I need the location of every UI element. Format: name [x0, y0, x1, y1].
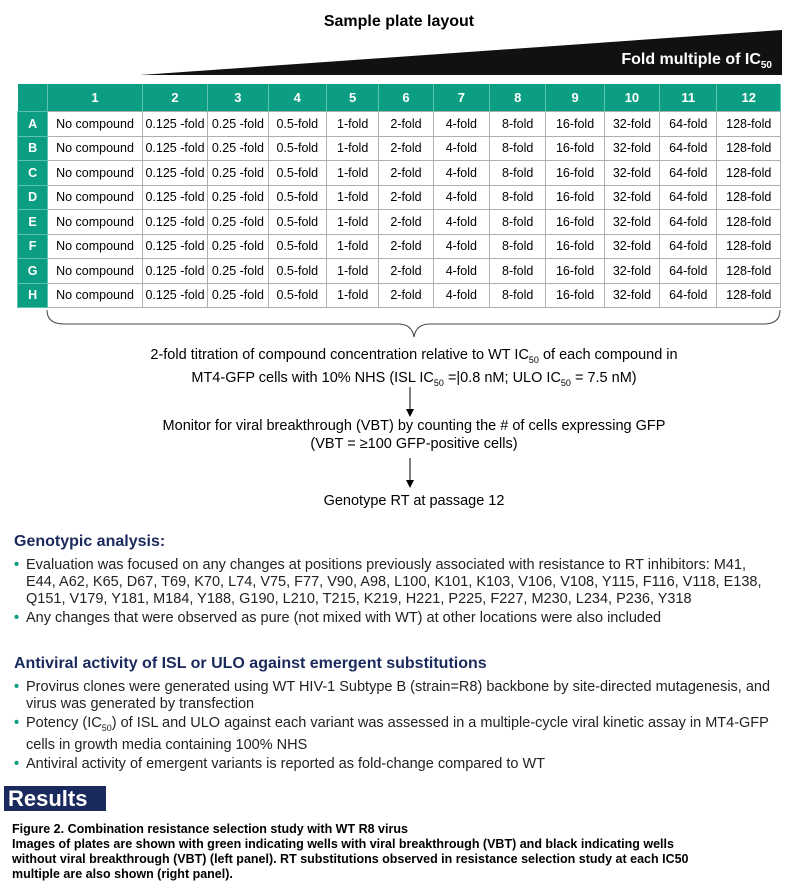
plate-well: No compound: [48, 161, 143, 186]
table-row: [18, 112, 781, 137]
plate-well: 0.25 -fold: [208, 283, 268, 308]
plate-well: 1-fold: [326, 234, 378, 259]
flow-step-1-text: =|0.8 nM; ULO IC: [443, 369, 561, 386]
flow-step-1: [0, 346, 798, 392]
flow-step-1-text: of each compound in: [538, 347, 678, 363]
plate-well: 128-fold: [717, 161, 781, 186]
list-item: • Provirus clones were generated using WT HIV-1 Subtype B (strain=R8) backbone by site-directed mutagenesis, and virus was generated by transfection: [14, 679, 774, 713]
plate-well: 4-fold: [433, 136, 489, 161]
plate-well: 64-fold: [660, 210, 717, 235]
plate-well: 2-fold: [379, 185, 433, 210]
plate-well: 8-fold: [490, 210, 546, 235]
column-header: 1: [48, 84, 143, 112]
genotypic-heading: Genotypic analysis:: [14, 533, 166, 550]
plate-well: No compound: [48, 234, 143, 259]
plate-well: 32-fold: [604, 185, 659, 210]
row-header: C: [18, 161, 48, 186]
plate-well: 8-fold: [490, 112, 546, 137]
table-row: [18, 161, 781, 186]
subscript-50: 50: [560, 377, 571, 388]
plate-well: 0.125 -fold: [142, 283, 207, 308]
plate-well: 0.125 -fold: [142, 185, 207, 210]
plate-well: 64-fold: [660, 185, 717, 210]
plate-well: No compound: [48, 112, 143, 137]
plate-well: No compound: [48, 136, 143, 161]
plate-well: 0.25 -fold: [208, 185, 268, 210]
antiviral-heading: Antiviral activity of ISL or ULO against emergent substitutions: [14, 655, 487, 672]
table-row: [18, 259, 781, 284]
plate-well: 16-fold: [546, 234, 604, 259]
plate-well: 2-fold: [379, 234, 433, 259]
plate-well: 32-fold: [604, 136, 659, 161]
plate-well: 0.25 -fold: [208, 161, 268, 186]
column-header: 9: [546, 84, 604, 112]
table-row: [18, 234, 781, 259]
plate-well: 8-fold: [490, 185, 546, 210]
plate-well: 0.5-fold: [268, 112, 326, 137]
plate-well: 32-fold: [604, 161, 659, 186]
plate-well: 8-fold: [490, 283, 546, 308]
list-item: • Evaluation was focused on any changes at positions previously associated with resistance to RT inhibitors: M41, E44, A62, K65, D67, T69, K70, L74, V75, F77, V90, A98, L100, K101, K103, V106, V108, Y115, F116, V118, E138, Q151, V179, Y181, M184, Y188, G190, L210, T215, K219, H221, P225, F227, M230, L234, P236, Y318: [14, 557, 774, 608]
bullet-text: Potency (IC: [26, 715, 102, 731]
antiviral-bullets: [14, 679, 774, 775]
flow-step-1-text: MT4-GFP cells with 10% NHS (ISL IC: [191, 369, 434, 386]
subscript-50: 50: [433, 377, 444, 388]
column-header: 4: [268, 84, 326, 112]
column-header: 8: [490, 84, 546, 112]
fold-multiple-label: [621, 51, 772, 71]
plate-well: 16-fold: [546, 259, 604, 284]
table-row: [18, 210, 781, 235]
plate-well: 128-fold: [717, 112, 781, 137]
list-item: • Any changes that were observed as pure (not mixed with WT) at other locations were also included: [14, 610, 774, 627]
plate-well: 128-fold: [717, 185, 781, 210]
plate-well: 0.25 -fold: [208, 234, 268, 259]
plate-well: No compound: [48, 283, 143, 308]
plate-well: 0.125 -fold: [142, 210, 207, 235]
flow-step-2-text: (VBT = ≥100 GFP-positive cells): [310, 436, 518, 452]
plate-well: 32-fold: [604, 259, 659, 284]
plate-well: 4-fold: [433, 185, 489, 210]
plate-well: 4-fold: [433, 112, 489, 137]
plate-well: 4-fold: [433, 234, 489, 259]
plate-well: 32-fold: [604, 234, 659, 259]
plate-well: No compound: [48, 210, 143, 235]
plate-well: 32-fold: [604, 112, 659, 137]
plate-well: No compound: [48, 259, 143, 284]
plate-table: [17, 84, 781, 308]
plate-well: 4-fold: [433, 259, 489, 284]
plate-well: 16-fold: [546, 112, 604, 137]
flow-step-1-text: = 7.5 nM): [570, 369, 637, 386]
plate-well: 2-fold: [379, 259, 433, 284]
column-header: 6: [379, 84, 433, 112]
plate-well: 8-fold: [490, 136, 546, 161]
plate-well: 1-fold: [326, 283, 378, 308]
plate-well: 64-fold: [660, 259, 717, 284]
plate-well: 64-fold: [660, 234, 717, 259]
plate-well: 2-fold: [379, 136, 433, 161]
plate-well: 0.125 -fold: [142, 112, 207, 137]
down-arrow-icon: [405, 387, 415, 417]
subscript-50: 50: [528, 354, 539, 365]
plate-well: 0.5-fold: [268, 259, 326, 284]
row-header: B: [18, 136, 48, 161]
row-header: H: [18, 283, 48, 308]
plate-well: 0.25 -fold: [208, 136, 268, 161]
plate-well: 8-fold: [490, 259, 546, 284]
plate-well: 4-fold: [433, 161, 489, 186]
plate-well: 64-fold: [660, 161, 717, 186]
caption-title: Figure 2. Combination resistance selection study with WT R8 virus: [12, 822, 408, 836]
plate-well: 8-fold: [490, 234, 546, 259]
plate-well: 0.25 -fold: [208, 259, 268, 284]
genotypic-bullets: [14, 557, 774, 629]
row-header: F: [18, 234, 48, 259]
plate-well: 2-fold: [379, 210, 433, 235]
plate-well: 0.5-fold: [268, 136, 326, 161]
list-item: [14, 715, 774, 754]
plate-well: 0.5-fold: [268, 283, 326, 308]
fold-label-sub: 50: [760, 60, 772, 72]
plate-well: 128-fold: [717, 283, 781, 308]
column-header: 2: [142, 84, 207, 112]
plate-well: 128-fold: [717, 234, 781, 259]
plate-well: 0.5-fold: [268, 161, 326, 186]
corner-cell: [18, 84, 48, 112]
plate-well: 2-fold: [379, 161, 433, 186]
row-header: E: [18, 210, 48, 235]
column-header: 12: [717, 84, 781, 112]
plate-well: 16-fold: [546, 136, 604, 161]
down-arrow-icon: [405, 458, 415, 488]
bullet-text: ) of ISL and ULO against each variant was assessed in a multiple-cycle viral kinetic assay in MT4-GFP cells in growth media containing 100% NHS: [26, 715, 769, 753]
plate-well: 128-fold: [717, 210, 781, 235]
table-row: [18, 185, 781, 210]
row-header: D: [18, 185, 48, 210]
plate-well: 2-fold: [379, 283, 433, 308]
table-row: [18, 283, 781, 308]
plate-well: 16-fold: [546, 185, 604, 210]
plate-well: 16-fold: [546, 161, 604, 186]
plate-well: 128-fold: [717, 136, 781, 161]
plate-well: 16-fold: [546, 210, 604, 235]
caption-body: Images of plates are shown with green indicating wells with viral breakthrough (VBT) and black indicating wells without viral breakthrough (VBT) (left panel). RT substitutions observed in resistance selection study at each IC50 multiple are also shown (right panel).: [12, 837, 689, 881]
plate-well: 16-fold: [546, 283, 604, 308]
row-header: G: [18, 259, 48, 284]
plate-well: 0.25 -fold: [208, 210, 268, 235]
plate-well: 1-fold: [326, 210, 378, 235]
plate-well: 8-fold: [490, 161, 546, 186]
plate-well: 0.5-fold: [268, 234, 326, 259]
brace: [46, 309, 782, 339]
plate-well: 0.5-fold: [268, 210, 326, 235]
flow-step-2: [0, 417, 798, 453]
plate-well: 32-fold: [604, 283, 659, 308]
figure-caption: [12, 822, 692, 882]
plate-well: 0.125 -fold: [142, 234, 207, 259]
column-header: 3: [208, 84, 268, 112]
plate-well: 4-fold: [433, 210, 489, 235]
plate-well: 32-fold: [604, 210, 659, 235]
plate-well: 64-fold: [660, 112, 717, 137]
plate-well: 0.25 -fold: [208, 112, 268, 137]
list-item: • Antiviral activity of emergent variants is reported as fold-change compared to WT: [14, 756, 774, 773]
column-header: 11: [660, 84, 717, 112]
fold-label-text: Fold multiple of IC: [621, 51, 761, 68]
plate-well: No compound: [48, 185, 143, 210]
plate-well: 0.125 -fold: [142, 259, 207, 284]
plate-well: 1-fold: [326, 259, 378, 284]
flow-step-1-text: 2-fold titration of compound concentration relative to WT IC: [150, 347, 529, 363]
page-title: Sample plate layout: [323, 13, 475, 30]
table-row: [18, 136, 781, 161]
subscript-50: 50: [101, 722, 112, 733]
plate-well: 64-fold: [660, 136, 717, 161]
plate-well: 0.5-fold: [268, 185, 326, 210]
plate-well: 1-fold: [326, 185, 378, 210]
plate-well: 4-fold: [433, 283, 489, 308]
plate-well: 1-fold: [326, 112, 378, 137]
plate-well: 64-fold: [660, 283, 717, 308]
plate-well: 1-fold: [326, 136, 378, 161]
flow-step-2-text: Monitor for viral breakthrough (VBT) by counting the # of cells expressing GFP: [162, 418, 666, 434]
plate-well: 2-fold: [379, 112, 433, 137]
column-header: 10: [604, 84, 659, 112]
plate-well: 0.125 -fold: [142, 136, 207, 161]
plate-well: 0.125 -fold: [142, 161, 207, 186]
plate-well: 128-fold: [717, 259, 781, 284]
results-banner: Results: [4, 786, 106, 811]
flow-step-3: Genotype RT at passage 12: [323, 493, 505, 509]
column-header: 5: [326, 84, 378, 112]
column-header: 7: [433, 84, 489, 112]
plate-header-row: [18, 84, 781, 112]
plate-well: 1-fold: [326, 161, 378, 186]
row-header: A: [18, 112, 48, 137]
